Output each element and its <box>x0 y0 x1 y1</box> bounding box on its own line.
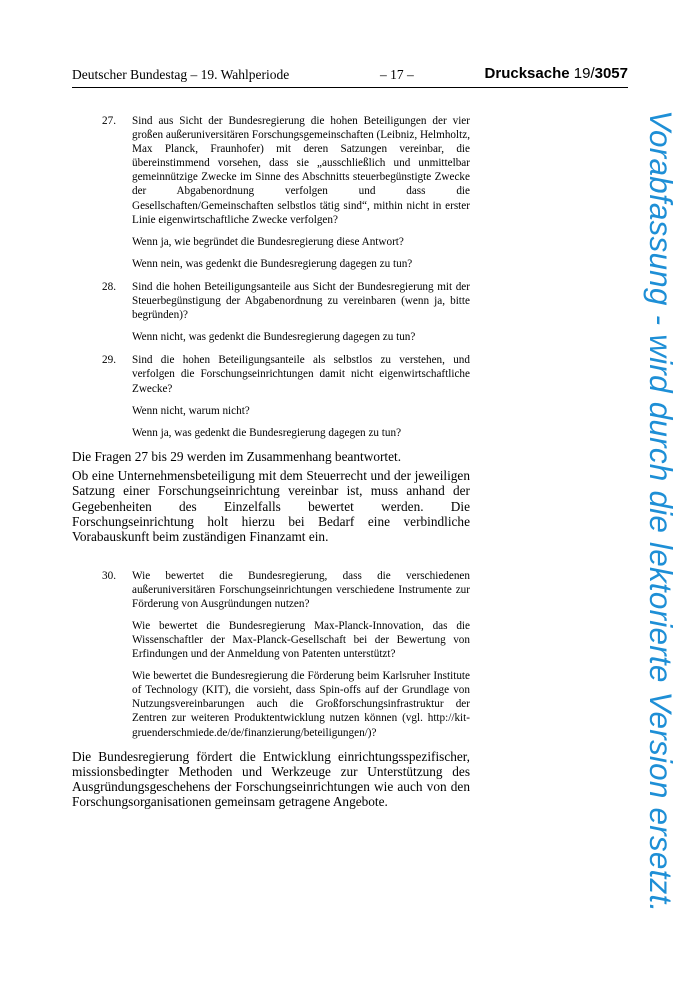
question-followup: Wie bewertet die Bundesregierung Max-Planck-Innovation, das die Wissenschaftler der Max-Planck-Gesellschaft bei der Bewertung von Erfindungen und der Anmeldung von Patenten unterstützt? <box>132 619 470 661</box>
doc-label: Drucksache <box>484 65 570 82</box>
question-29 <box>72 353 470 439</box>
doc-number: 3057 <box>594 65 628 82</box>
question-followup: Wenn nicht, was gedenkt die Bundesregierung dagegen zu tun? <box>132 331 416 344</box>
document-number <box>485 65 628 82</box>
question-number: 28. <box>102 280 116 293</box>
question-number: 30. <box>102 569 116 582</box>
question-followup: Wenn ja, wie begründet die Bundesregierung diese Antwort? <box>132 235 404 248</box>
header-publication: Deutscher Bundestag – 19. Wahlperiode <box>72 67 290 82</box>
doc-number-prefix: 19/ <box>573 65 595 82</box>
question-followup: Wenn nicht, warum nicht? <box>132 404 250 417</box>
question-text: Sind die hohen Beteiligungsanteile aus Sicht der Bundesregierung mit der Steuerbegünstigung der Abgabenordnung zu vereinbaren (wenn ja, bitte begründen)? <box>132 280 470 322</box>
question-30 <box>72 569 470 740</box>
question-number: 27. <box>102 115 116 127</box>
page-body <box>72 114 470 814</box>
answer-paragraph: Ob eine Unternehmensbeteiligung mit dem Steuerrecht und der jeweiligen Satzung einer Forschungseinrichtung vereinbar ist, muss anhand der Gegebenheiten des Einzelfalls bewertet werden. Die Forschungseinrichtung holt hierzu bei Bedarf eine verbindliche Vorabauskunft beim zuständigen Finanzamt ein. <box>72 468 470 545</box>
answer-paragraph: Die Bundesregierung fördert die Entwicklung einrichtungsspezifischer, missionsbedingter Methoden und Werkzeuge zur Unterstützung des Ausgründungsgeschehens der Forschungseinrichtungen wie auch von den Forschungsorganisationen gemeinsam getragene Angebote. <box>72 748 470 810</box>
page-number: – 17 – <box>380 67 414 82</box>
question-followup: Wenn ja, was gedenkt die Bundesregierung dagegen zu tun? <box>132 426 402 439</box>
page-header <box>72 67 628 88</box>
question-followup: Wie bewertet die Bundesregierung die Förderung beim Karlsruher Institute of Technology (KIT), die vorsieht, dass Spin-offs auf der Grundlage von Nutzungsvereinbarungen auch die Großforschungsinfrastruktur der Zentren zur weiteren Produktentwicklung nutzen können (vgl. http://kit-gruenderschmiede.de/de/finanzierung/beteiligungen/)? <box>132 670 470 739</box>
answer-paragraph: Die Fragen 27 bis 29 werden im Zusammenhang beantwortet. <box>72 448 402 464</box>
question-text: Wie bewertet die Bundesregierung, dass die verschiedenen außeruniversitären Forschungseinrichtungen verschiedene Instrumente zur Förderung von Ausgründungen nutzen? <box>132 569 470 610</box>
question-text: Sind die hohen Beteiligungsanteile als selbstlos zu verstehen, und verfolgen die Forschungseinrichtungen damit nicht eigenwirtschaftliche Zwecke? <box>132 354 470 395</box>
question-28 <box>72 280 470 344</box>
question-number: 29. <box>102 354 116 367</box>
draft-watermark: Vorabfassung - wird durch die lektorierte Version ersetzt. <box>643 110 679 913</box>
question-27 <box>72 114 470 271</box>
question-text: Sind aus Sicht der Bundesregierung die hohen Beteiligungen der vier großen außeruniversitären Forschungsgemeinschaften (Leibniz, Helmholtz, Max Planck, Fraunhofer) mit deren Satzungen vereinbar, die übereinstimmend vorsehen, dass sie „ausschließlich und unmittelbar gemeinnützige Zwecke im Sinne des Abschnitts steuerbegünstigte Zwecke der Abgabenordnung verfolgen und dass die Gesellschaften/Gemeinschaften selbstlos tätig sind“, mithin nicht in erster Linie eigenwirtschaftliche Zwecke verfolgen? <box>132 115 471 226</box>
spacer <box>72 549 470 569</box>
question-followup: Wenn nein, was gedenkt die Bundesregierung dagegen zu tun? <box>132 257 413 270</box>
